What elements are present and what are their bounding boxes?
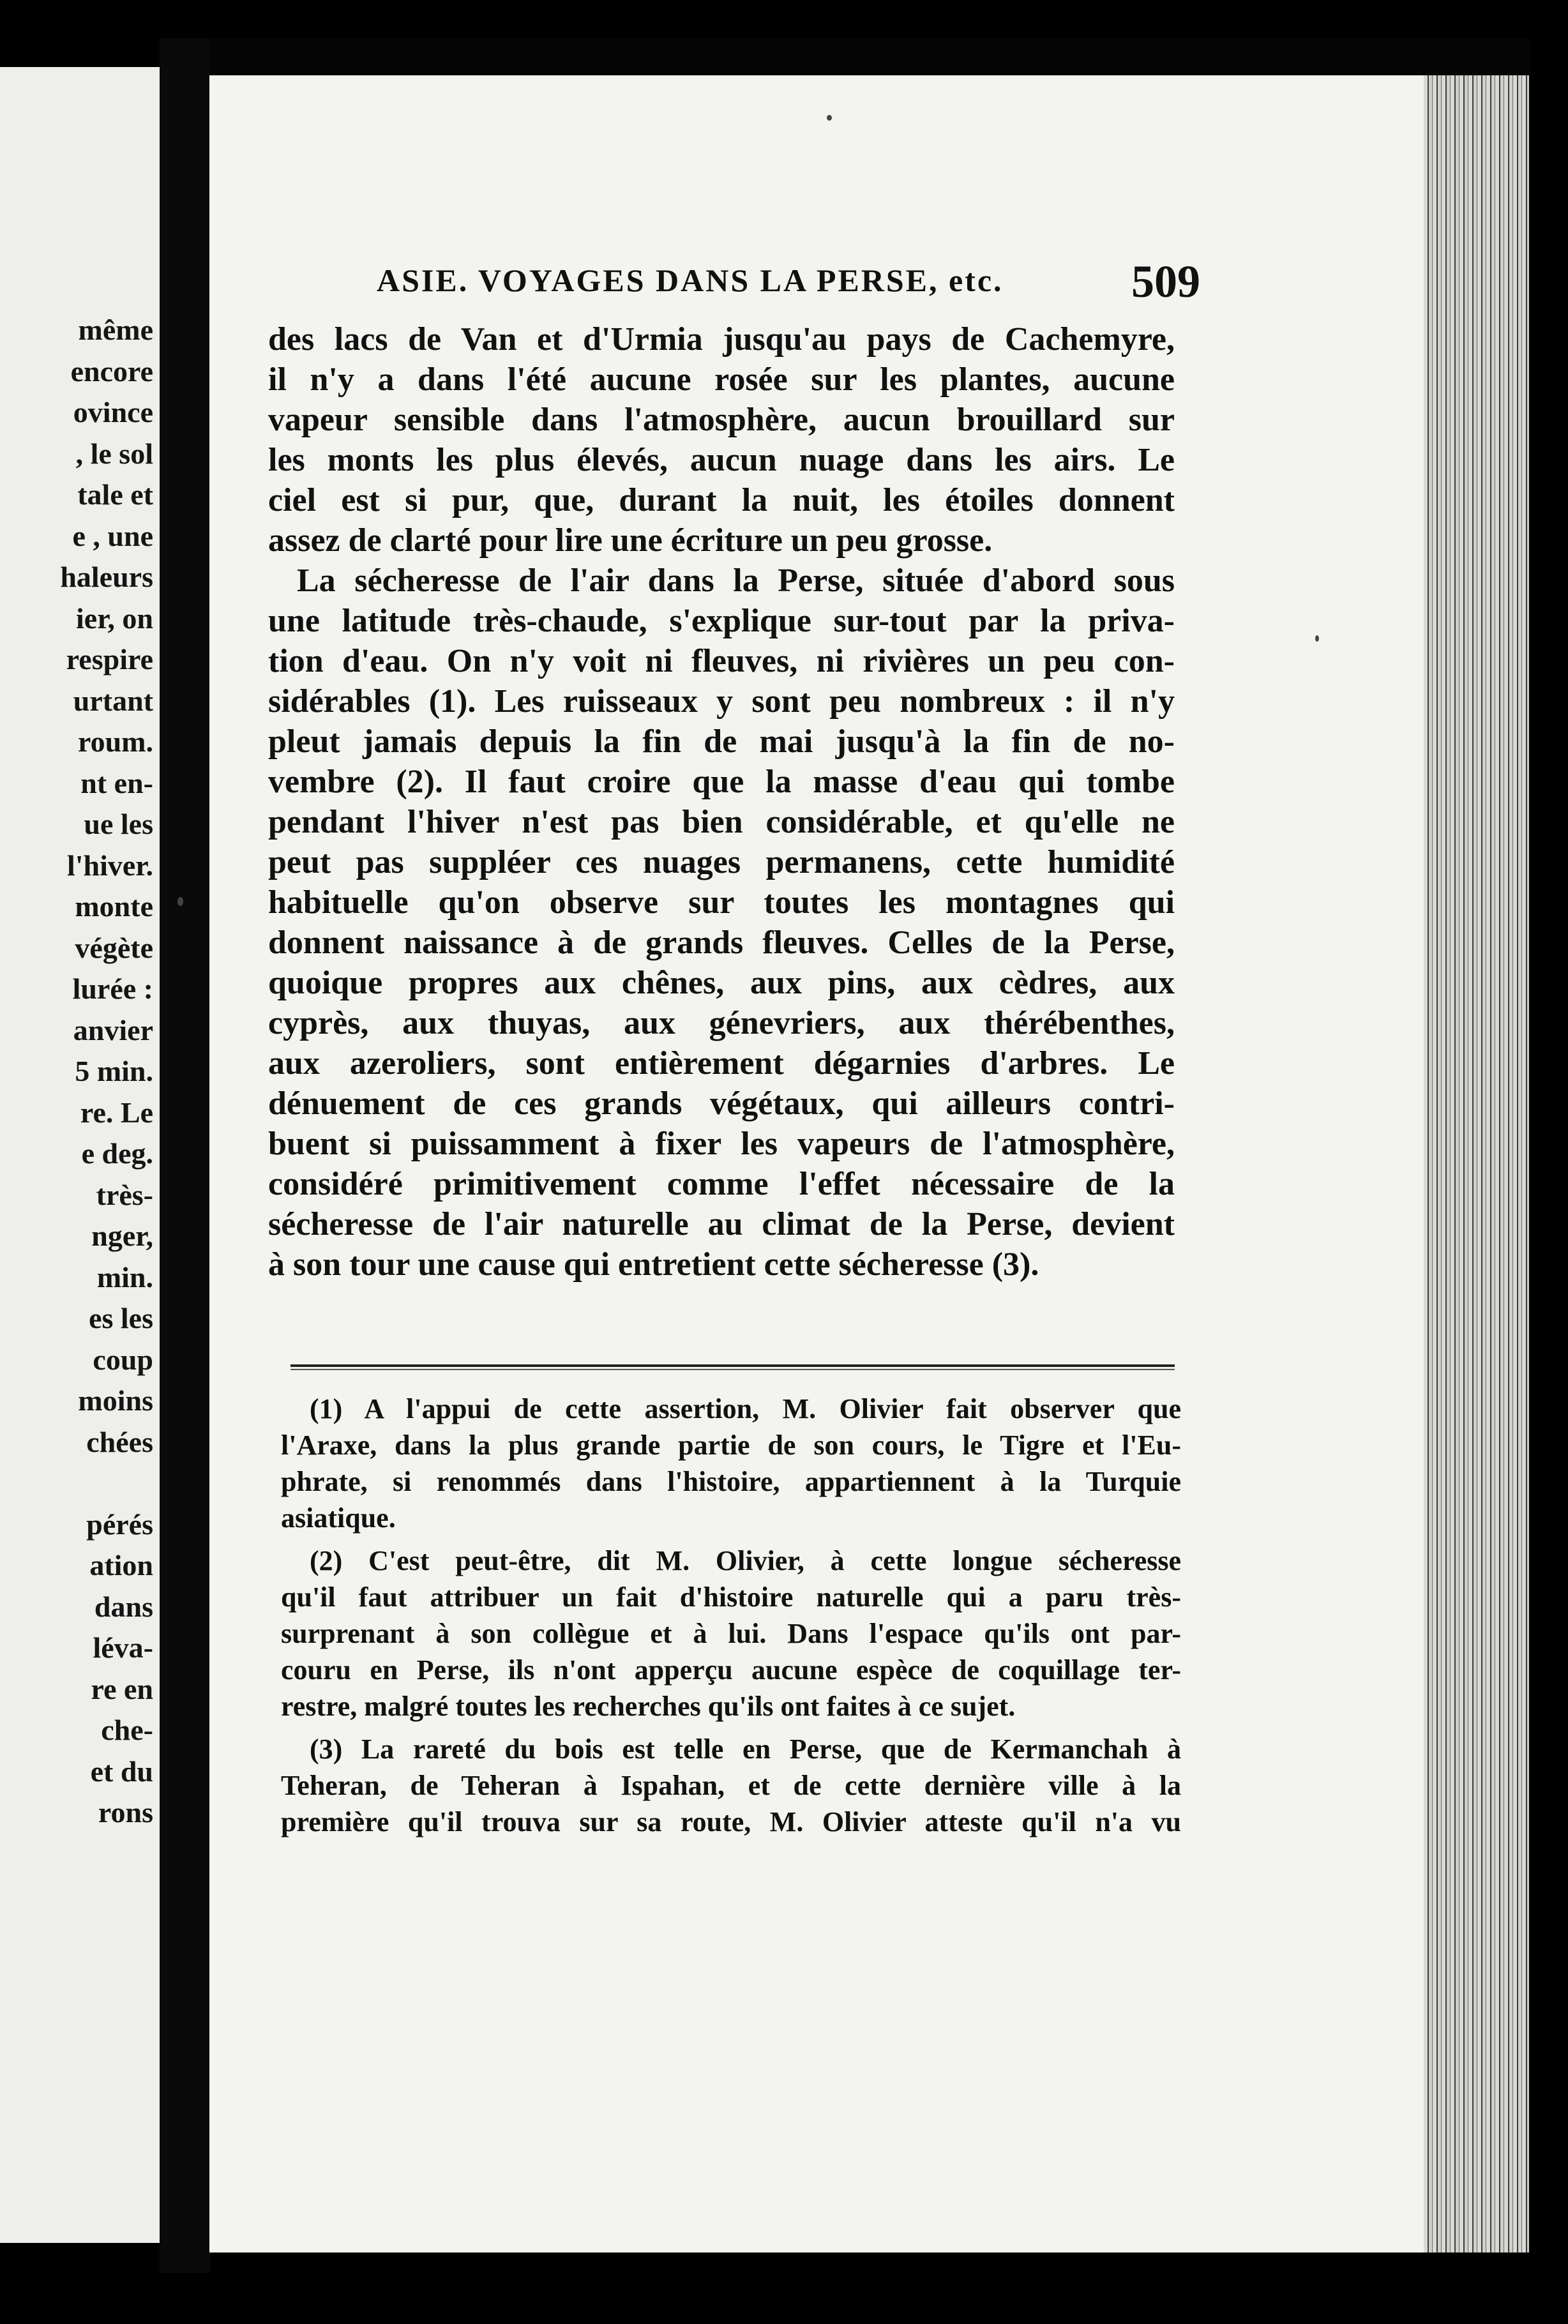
left-page-line: urtant [73,684,153,717]
footnote-line: restre, malgré toutes les recherches qu'ils ont faites à ce sujet. [281,1691,1016,1722]
body-line: pleut jamais depuis la fin de mai jusqu'à la fin de no- [268,723,1175,760]
left-page-line: encore [70,354,153,388]
left-page-line: respire [66,643,153,675]
left-page-line: coup [93,1343,153,1376]
left-page-line: 5 min. [75,1055,153,1087]
left-page-line: e , une [72,519,153,552]
footnote-rule-thin [290,1369,1175,1370]
body-line: vembre (2). Il faut croire que la masse d'eau qui tombe [268,764,1175,800]
footnote-line: qu'il faut attribuer un fait d'histoire naturelle qui a paru très- [281,1581,1181,1613]
body-line: il n'y a dans l'été aucune rosée sur les plantes, aucune [268,361,1175,398]
body-line: ciel est si pur, que, durant la nuit, les étoiles donnent [268,482,1175,518]
left-page-line: ation [89,1549,153,1581]
paper-speck [827,115,832,121]
footnote-line: asiatique. [281,1502,396,1534]
body-line: sidérables (1). Les ruisseaux y sont peu nombreux : il n'y [268,683,1175,720]
body-line: tion d'eau. On n'y voit ni fleuves, ni rivières un peu con- [268,643,1175,679]
body-line: sécheresse de l'air naturelle au climat de la Perse, devient [268,1206,1175,1242]
footnote-line: couru en Perse, ils n'ont apperçu aucune espèce de coquillage ter- [281,1654,1181,1686]
left-page-line: re. Le [80,1096,153,1129]
footnote-rule [290,1364,1175,1367]
left-page-line: tale et [77,478,153,511]
body-line: les monts les plus élevés, aucun nuage dans les airs. Le [268,442,1175,478]
left-page-line: ier, on [76,601,153,635]
footnote-line: l'Araxe, dans la plus grande partie de son cours, le Tigre et l'Eu- [281,1430,1181,1461]
body-line: pendant l'hiver n'est pas bien considérable, et qu'elle ne [268,804,1175,840]
left-page-line: rons [98,1796,153,1829]
left-page-line: nger, [91,1219,153,1252]
left-page-line: végète [75,931,153,964]
left-page-line: même [78,313,153,346]
paper-speck [177,897,183,906]
left-page-line: dans [94,1590,153,1623]
body-text [268,319,1175,1285]
left-page-line: anvier [73,1013,153,1046]
left-page-line: lurée : [72,972,153,1005]
left-page-line: min. [96,1260,153,1294]
body-line: considéré primitivement comme l'effet nécessaire de la [268,1166,1175,1202]
page-number: 509 [1131,256,1200,307]
left-page-line: roum. [78,725,153,758]
book-gutter [160,38,211,2273]
left-page-line: moins [78,1384,153,1417]
top-shadow [209,38,1531,77]
body-line: vapeur sensible dans l'atmosphère, aucun brouillard sur [268,402,1175,438]
paper-speck [1315,635,1319,642]
body-line: La sécheresse de l'air dans la Perse, située d'abord sous [297,562,1175,599]
footnotes [281,1391,1181,1846]
footnote-line: (2) C'est peut-être, dit M. Olivier, à cette longue sécheresse [310,1545,1181,1576]
footnote-3 [281,1731,1181,1840]
body-line: peut pas suppléer ces nuages permanens, cette humidité [268,844,1175,880]
left-page-line: ue les [84,808,153,840]
body-line: habituelle qu'on observe sur toutes les montagnes qui [268,884,1175,921]
body-line: à son tour une cause qui entretient cette sécheresse (3). [268,1246,1039,1283]
body-line: quoique propres aux chênes, aux pins, aux cèdres, aux [268,965,1175,1001]
left-page-line: pérés [86,1507,153,1541]
footnote-2 [281,1543,1181,1724]
left-page-line: et du [90,1754,153,1788]
footnote-line: (3) La rareté du bois est telle en Perse, que de Kermanchah à [310,1733,1181,1765]
left-facing-page [0,67,160,2243]
left-page-line: haleurs [60,561,153,593]
book-fore-edge [1424,75,1529,2252]
left-page-line: ovince [73,396,153,428]
left-page-line: nt en- [80,766,153,799]
footnote-line: (1) A l'appui de cette assertion, M. Olivier fait observer que [310,1393,1181,1424]
running-head: ASIE. VOYAGES DANS LA PERSE, etc. [377,262,1004,298]
footnote-line: phrate, si renommés dans l'histoire, appartiennent à la Turquie [281,1466,1181,1497]
left-page-line: l'hiver. [66,849,153,882]
left-page-line: , le sol [75,437,153,470]
body-line: aux azeroliers, sont entièrement dégarnies d'arbres. Le [268,1045,1175,1082]
body-line: des lacs de Van et d'Urmia jusqu'au pays de Cachemyre, [268,321,1175,358]
left-page-line: très- [96,1178,153,1211]
footnote-1 [281,1391,1181,1536]
body-line: cyprès, aux thuyas, aux génevriers, aux thérébenthes, [268,1005,1175,1041]
left-page-line: che- [101,1714,153,1746]
page-header [377,255,1200,313]
left-page-line: monte [75,890,153,923]
left-page-line: re en [91,1672,153,1705]
left-page-line: léva- [93,1631,153,1664]
left-page-line: es les [89,1302,153,1334]
left-page-line: chées [86,1425,153,1458]
footnote-line: première qu'il trouva sur sa route, M. Olivier atteste qu'il n'a vu [281,1806,1181,1837]
body-line: donnent naissance à de grands fleuves. Celles de la Perse, [268,924,1175,961]
body-line: assez de clarté pour lire une écriture un peu grosse. [268,522,993,559]
left-page-line: e deg. [81,1137,153,1170]
footnote-line: Teheran, de Teheran à Ispahan, et de cette dernière ville à la [281,1770,1181,1801]
body-line: une latitude très-chaude, s'explique sur-tout par la priva- [268,603,1175,639]
body-line: dénuement de ces grands végétaux, qui ailleurs contri- [268,1085,1175,1122]
body-line: buent si puissamment à fixer les vapeurs de l'atmosphère, [268,1126,1175,1162]
footnote-line: surprenant à son collègue et à lui. Dans l'espace qu'ils ont par- [281,1618,1181,1649]
